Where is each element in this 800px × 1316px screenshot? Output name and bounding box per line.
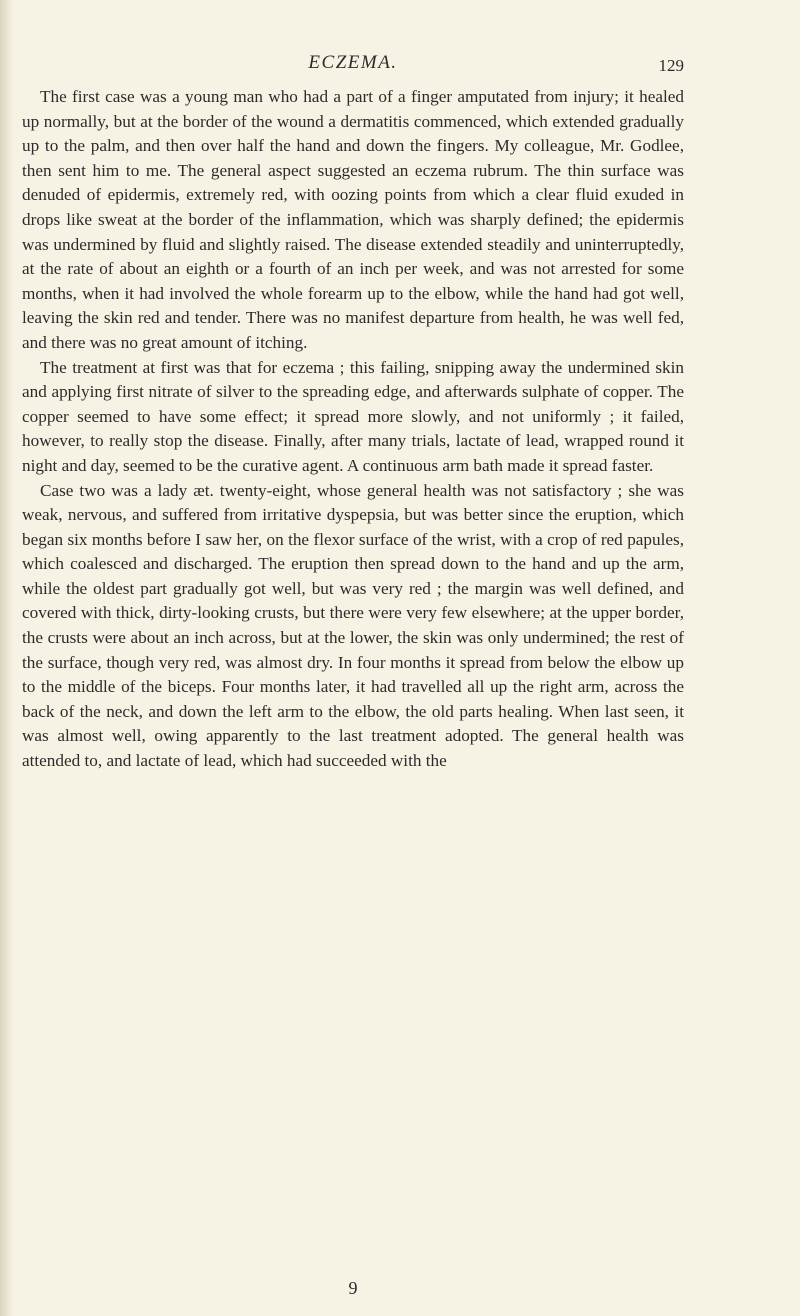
running-header	[22, 52, 684, 82]
header-title: ECZEMA.	[308, 52, 398, 73]
paragraph: The first case was a young man who had a part of a finger amputated from injury; it healed up normally, but at the border of the wound a dermatitis commenced, which extended gradually up to the palm, and then over half the hand and down the fingers. My colleague, Mr. Godlee, then sent him to me. The general aspect suggested an eczema rubrum. The thin surface was denuded of epidermis, extremely red, with oozing points from which a clear fluid exuded in drops like sweat at the border of the inflammation, which was sharply defined; the epidermis was undermined by fluid and slightly raised. The disease extended steadily and uninterruptedly, at the rate of about an eighth or a fourth of an inch per week, and was not arrested for some months, when it had involved the whole forearm up to the elbow, while the hand had got well, leaving the skin red and tender. There was no manifest departure from health, he was well fed, and there was no great amount of itching.	[22, 87, 684, 352]
page-gutter-shadow	[0, 0, 14, 1316]
paragraph: Case two was a lady æt. twenty-eight, whose general health was not satisfactory ; she was weak, nervous, and suffered from irritative dyspepsia, but was better since the eruption, which began six months before I saw her, on the flexor surface of the wrist, with a crop of red papules, which coalesced and discharged. The eruption then spread down to the hand and up the arm, while the oldest part gradually got well, but was very red ; the margin was well defined, and covered with thick, dirty-looking crusts, but there were very few elsewhere; at the upper border, the crusts were about an inch across, but at the lower, the skin was only undermined; the rest of the surface, though very red, was almost dry. In four months it spread from below the elbow up to the middle of the biceps. Four months later, it had travelled all up the right arm, across the back of the neck, and down the left arm to the elbow, the old parts healing. When last seen, it was almost well, owing apparently to the last treatment adopted. The general health was attended to, and lactate of lead, which had succeeded with the	[22, 480, 684, 771]
page-number: 129	[658, 56, 684, 75]
signature-mark: 9	[348, 1278, 358, 1298]
paragraph: The treatment at first was that for eczema ; this failing, snipping away the undermined skin and applying first nitrate of silver to the spreading edge, and afterwards sulphate of copper. The copper seemed to have some effect; it spread more slowly, and not uniformly ; it failed, however, to really stop the disease. Finally, after many trials, lactate of lead, wrapped round it night and day, seemed to be the curative agent. A continuous arm bath made it spread faster.	[22, 357, 684, 475]
body-text	[22, 85, 684, 774]
